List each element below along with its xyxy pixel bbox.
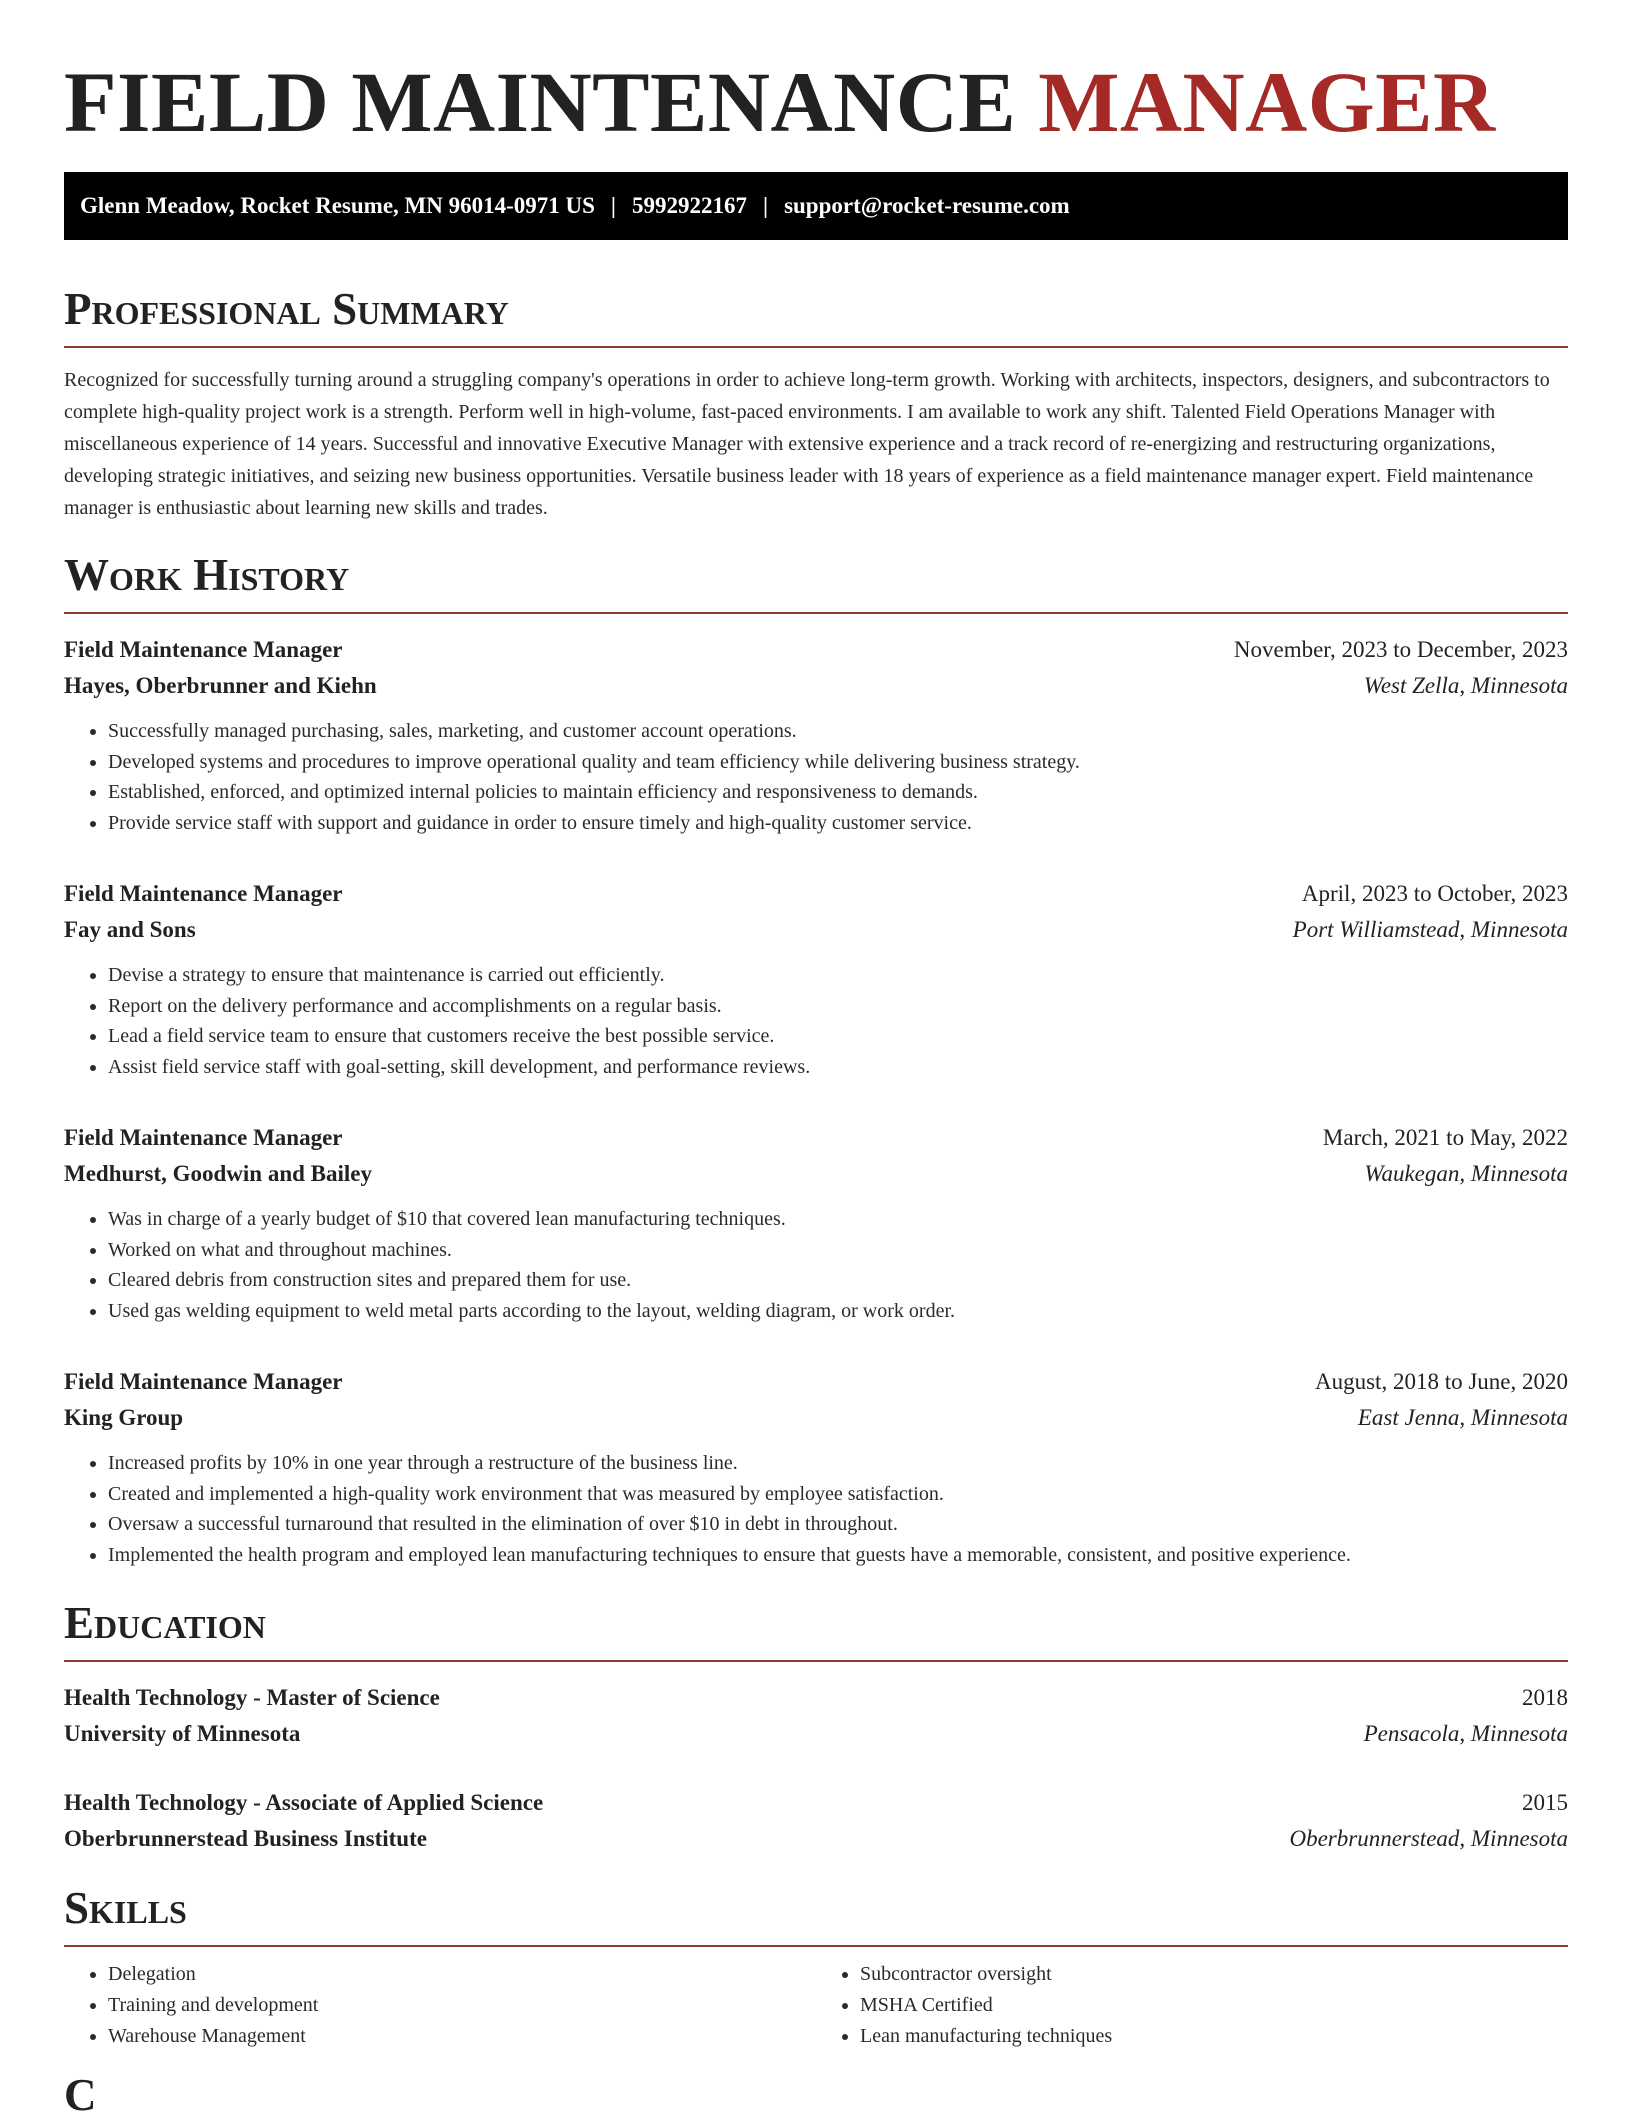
job-company: King Group xyxy=(64,1405,184,1430)
job-title: Field Maintenance Manager xyxy=(64,637,343,662)
education-location: Oberbrunnerstead, Minnesota xyxy=(1289,1826,1568,1851)
skill-item: • Delegation xyxy=(108,1959,816,1990)
job-company-row xyxy=(64,1400,1568,1436)
education-location: Pensacola, Minnesota xyxy=(1363,1721,1568,1746)
job-bullet: • Cleared debris from construction sites and prepared them for use. xyxy=(108,1265,1568,1296)
job-company-row xyxy=(64,912,1568,948)
job-header-row xyxy=(64,876,1568,912)
contact-email[interactable]: support@rocket-resume.com xyxy=(784,193,1070,218)
job-entry xyxy=(64,876,1568,1082)
job-location: West Zella, Minnesota xyxy=(1363,673,1568,698)
education-degree: Health Technology - Master of Science xyxy=(64,1685,440,1710)
job-bullet: • Provide service staff with support and guidance in order to ensure timely and high-quality customer service. xyxy=(108,808,1568,839)
job-bullets xyxy=(64,1204,1568,1326)
title-accent: MANAGER xyxy=(1038,54,1496,150)
section-heading-education: Education xyxy=(64,1598,1568,1662)
job-title: Field Maintenance Manager xyxy=(64,881,343,906)
education-year: 2015 xyxy=(1522,1790,1568,1815)
skill-item: • Training and development xyxy=(108,1990,816,2021)
job-header-row xyxy=(64,1120,1568,1156)
job-bullet: • Increased profits by 10% in one year through a restructure of the business line. xyxy=(108,1448,1568,1479)
job-entry xyxy=(64,1364,1568,1570)
skills-list-left xyxy=(64,1959,816,2052)
summary-text: Recognized for successfully turning around a struggling company's operations in order to achieve long-term growth. Working with architects, inspectors, designers, and subcontractors to complete high-quality project work is a strength. Perform well in high-volume, fast-paced environments. I am available to work any shift. Talented Field Operations Manager with miscellaneous experience of 14 years. Successful and innovative Executive Manager with extensive experience and a track record of re-energizing and restructuring organizations, developing strategic initiatives, and seizing new business opportunities. Versatile business leader with 18 years of experience as a field maintenance manager expert. Field maintenance manager is enthusiastic about learning new skills and trades. xyxy=(64,369,1550,519)
job-bullet: • Assist field service staff with goal-setting, skill development, and performance reviews. xyxy=(108,1052,1568,1083)
job-title: Field Maintenance Manager xyxy=(64,1369,343,1394)
summary-section xyxy=(64,284,1568,524)
job-header-row xyxy=(64,1364,1568,1400)
resume-title xyxy=(64,52,1568,152)
job-bullet: • Oversaw a successful turnaround that resulted in the elimination of over $10 in debt in throughout. xyxy=(108,1509,1568,1540)
job-company: Hayes, Oberbrunner and Kiehn xyxy=(64,673,377,698)
education-entry xyxy=(64,1785,1568,1857)
contact-separator: | xyxy=(610,193,616,218)
section-heading-work-history: Work History xyxy=(64,550,1568,614)
job-company-row xyxy=(64,668,1568,704)
job-bullet: • Created and implemented a high-quality work environment that was measured by employee satisfaction. xyxy=(108,1479,1568,1510)
job-bullet: • Was in charge of a yearly budget of $10 that covered lean manufacturing techniques. xyxy=(108,1204,1568,1235)
job-location: Waukegan, Minnesota xyxy=(1364,1161,1568,1186)
job-bullet: • Worked on what and throughout machines. xyxy=(108,1235,1568,1266)
job-company-row xyxy=(64,1156,1568,1192)
education-year: 2018 xyxy=(1522,1685,1568,1710)
skill-item: • MSHA Certified xyxy=(860,1990,1568,2021)
job-company: Fay and Sons xyxy=(64,917,196,942)
skills-list-right xyxy=(816,1959,1568,2052)
contact-address: Glenn Meadow, Rocket Resume, MN 96014-0971 US xyxy=(80,193,595,218)
section-heading-skills: Skills xyxy=(64,1883,1568,1947)
job-dates: April, 2023 to October, 2023 xyxy=(1301,881,1568,906)
job-bullet: • Established, enforced, and optimized internal policies to maintain efficiency and responsiveness to demands. xyxy=(108,777,1568,808)
job-bullets xyxy=(64,716,1568,838)
skills-grid xyxy=(64,1959,1568,2052)
education-degree: Health Technology - Associate of Applied Science xyxy=(64,1790,544,1815)
job-bullet: • Developed systems and procedures to improve operational quality and team efficiency while delivering business strategy. xyxy=(108,747,1568,778)
education-school: University of Minnesota xyxy=(64,1721,301,1746)
contact-separator: | xyxy=(762,193,769,218)
job-title: Field Maintenance Manager xyxy=(64,1125,343,1150)
contact-bar xyxy=(64,172,1568,240)
job-company: Medhurst, Goodwin and Bailey xyxy=(64,1161,372,1186)
job-location: East Jenna, Minnesota xyxy=(1357,1405,1568,1430)
job-dates: March, 2021 to May, 2022 xyxy=(1322,1125,1568,1150)
skill-item: • Warehouse Management xyxy=(108,2021,816,2052)
education-degree-row xyxy=(64,1680,1568,1716)
section-heading-cut-off: C xyxy=(64,2070,97,2112)
education-school: Oberbrunnerstead Business Institute xyxy=(64,1826,427,1851)
job-bullets xyxy=(64,1448,1568,1570)
job-dates: August, 2018 to June, 2020 xyxy=(1315,1369,1568,1394)
job-bullet: • Used gas welding equipment to weld metal parts according to the layout, welding diagram, or work order. xyxy=(108,1296,1568,1327)
education-degree-row xyxy=(64,1785,1568,1821)
job-entry xyxy=(64,1120,1568,1326)
skill-item: • Subcontractor oversight xyxy=(860,1959,1568,1990)
education-section xyxy=(64,1598,1568,1857)
work-history-section xyxy=(64,550,1568,1570)
job-dates: November, 2023 to December, 2023 xyxy=(1233,637,1568,662)
job-location: Port Williamstead, Minnesota xyxy=(1292,917,1568,942)
job-entry xyxy=(64,632,1568,838)
job-bullet: • Lead a field service team to ensure that customers receive the best possible service. xyxy=(108,1021,1568,1052)
education-school-row xyxy=(64,1716,1568,1752)
education-entry xyxy=(64,1680,1568,1752)
skill-item: • Lean manufacturing techniques xyxy=(860,2021,1568,2052)
job-header-row xyxy=(64,632,1568,668)
job-bullet: • Devise a strategy to ensure that maintenance is carried out efficiently. xyxy=(108,960,1568,991)
title-main: FIELD MAINTENANCE xyxy=(64,54,1039,150)
job-bullet: • Implemented the health program and employed lean manufacturing techniques to ensure that guests have a memorable, consistent, and positive experience. xyxy=(108,1540,1568,1571)
job-bullet: • Report on the delivery performance and accomplishments on a regular basis. xyxy=(108,991,1568,1022)
job-bullet: • Successfully managed purchasing, sales, marketing, and customer account operations. xyxy=(108,716,1568,747)
contact-phone: 5992922167 xyxy=(631,193,747,218)
skills-section xyxy=(64,1883,1568,2052)
section-heading-summary: Professional Summary xyxy=(64,284,1568,348)
job-bullets xyxy=(64,960,1568,1082)
education-school-row xyxy=(64,1821,1568,1857)
